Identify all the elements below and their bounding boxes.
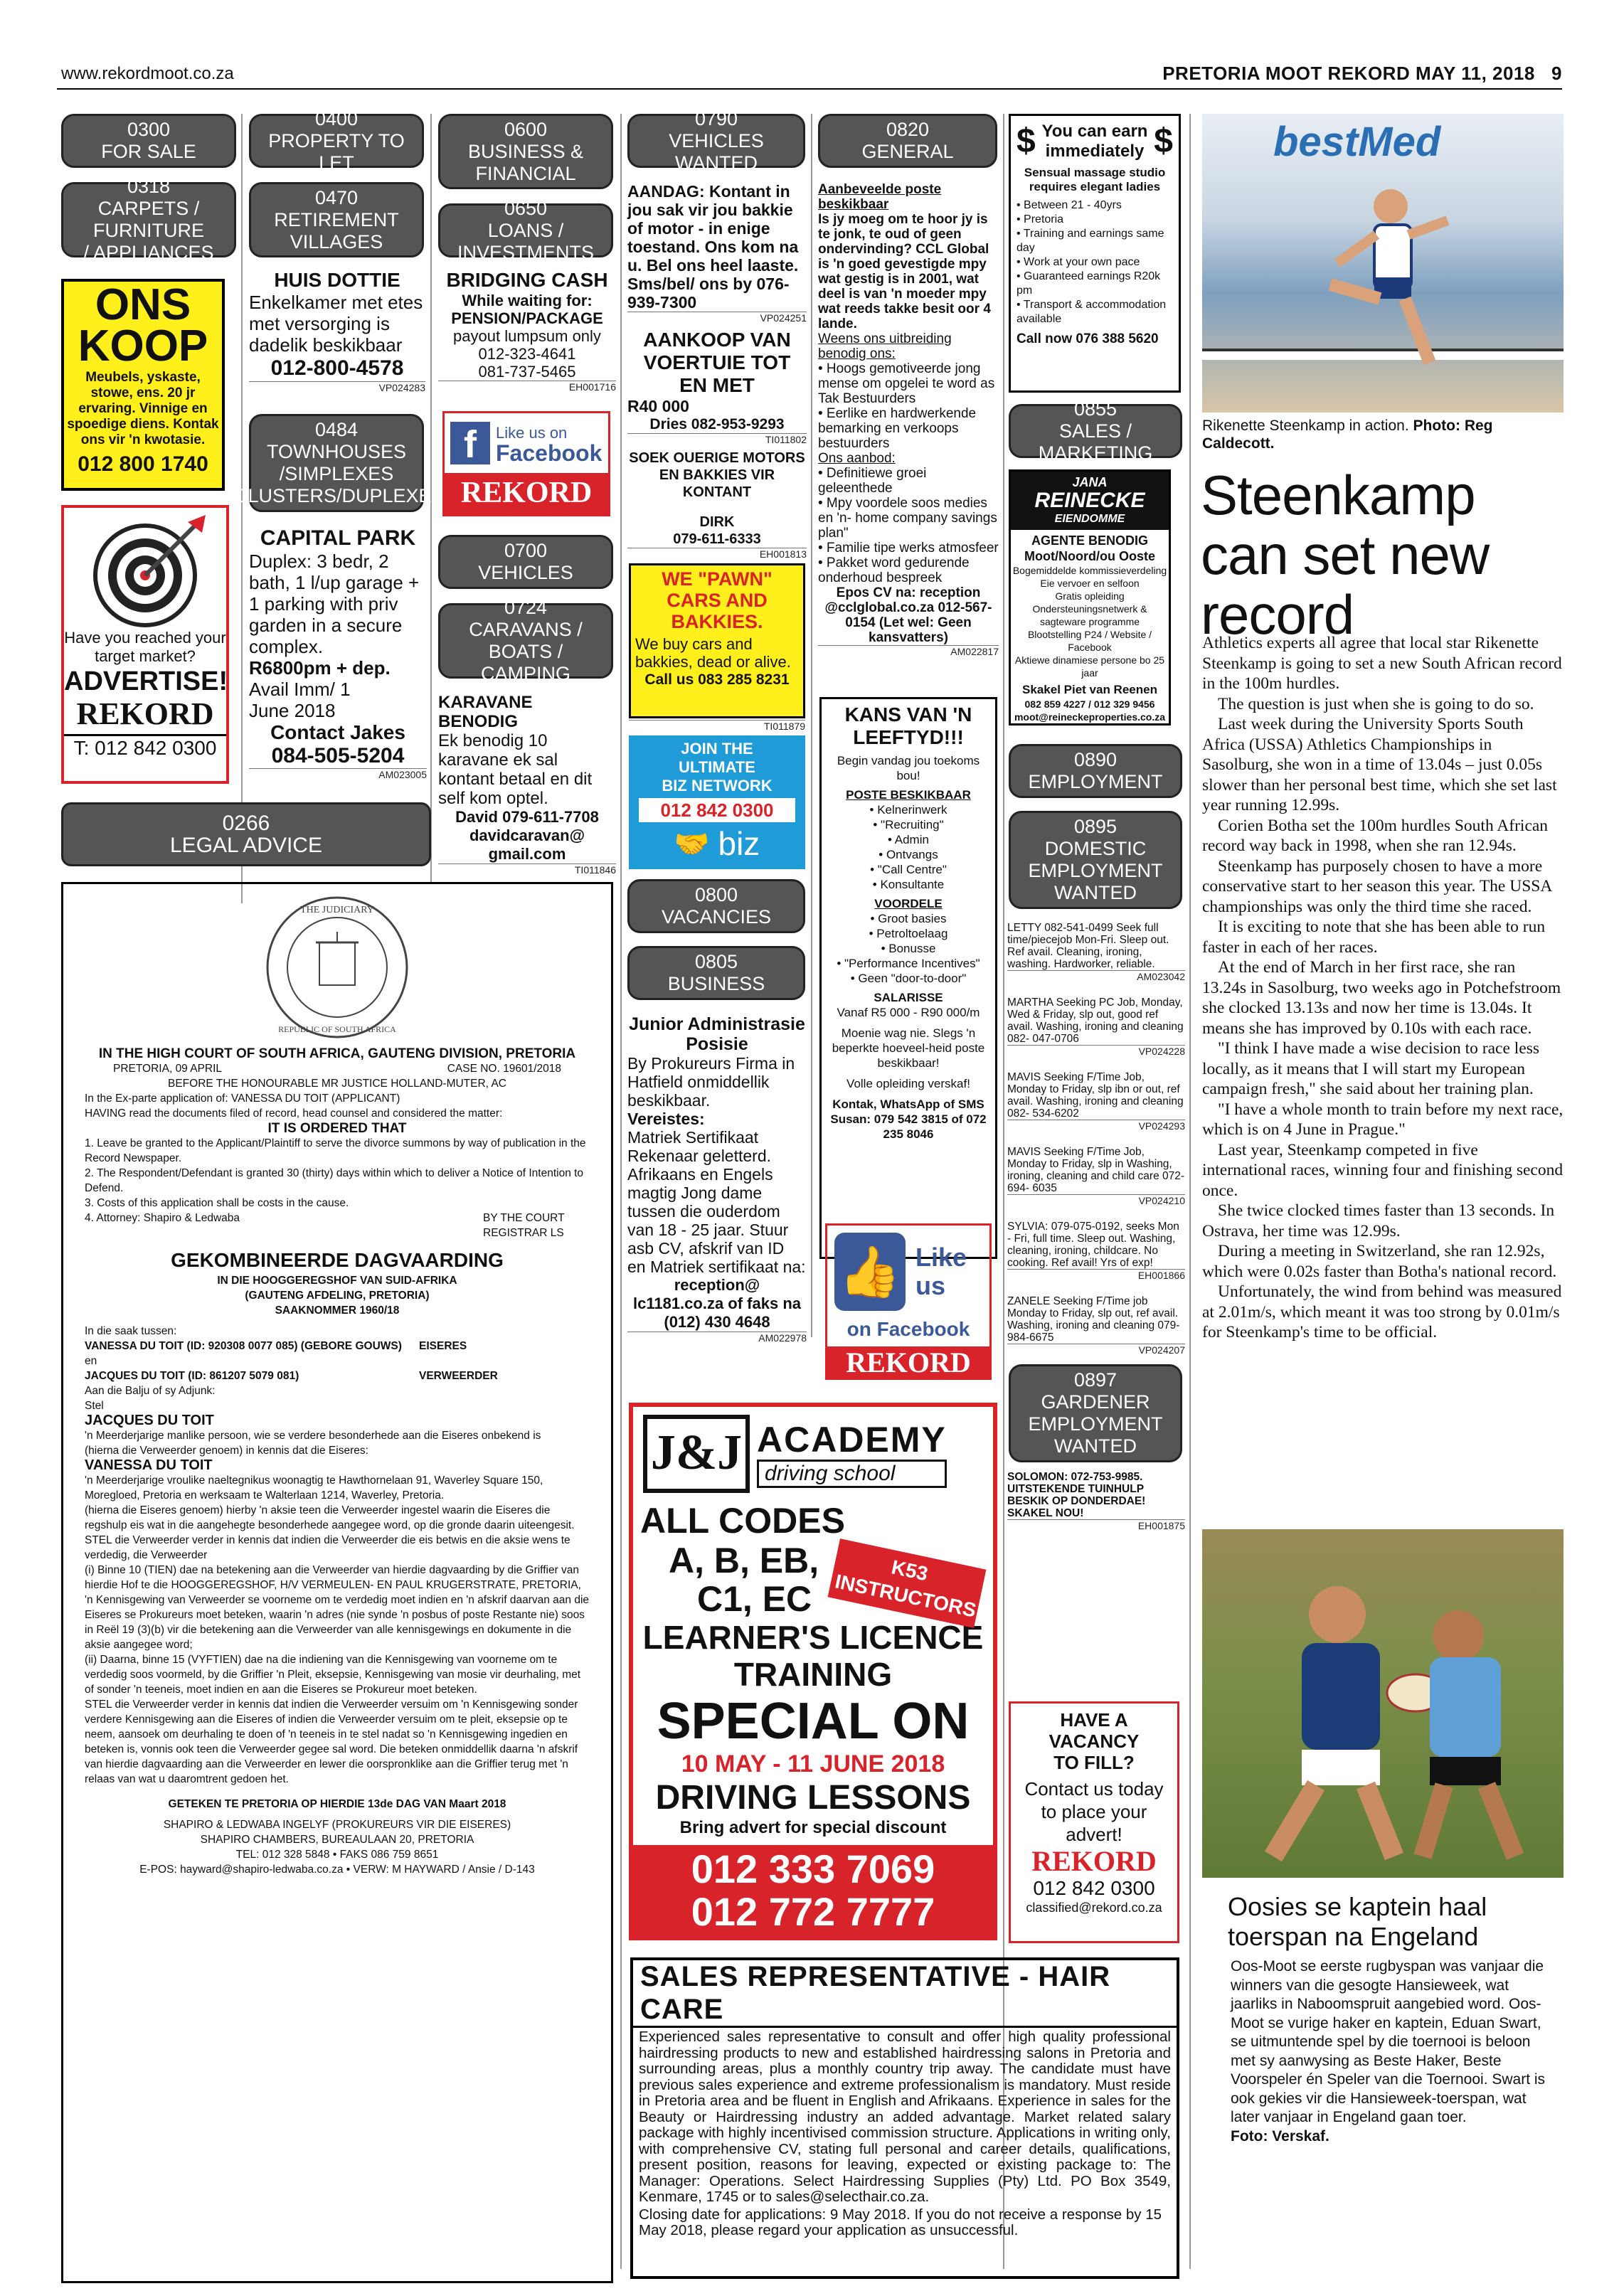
jj-driving: DRIVING LESSONS [655, 1779, 971, 1817]
kans-l1-5: • "Call Centre" [870, 863, 947, 876]
earn-item-1: • Between 21 - 40yrs [1016, 199, 1122, 211]
article-para: Last week during the University Sports South Africa (USSA) Athletics Championships in Sasolburg, she won in a time of 13.04s – just 0.05s slower than her personal best time, which she set last year running 12.99s. [1202, 715, 1557, 814]
jj-codes-2: A, B, EB, [669, 1541, 819, 1580]
domestic-item: MAVIS Seeking F/Time Job, Monday to Friday, slp ibn or out, ref avail. Washing, ironing and cleaning 082- 534-6202 VP024293 [1007, 1071, 1185, 1132]
facebook-row [445, 413, 608, 473]
svg-text:THE JUDICIARY: THE JUDICIARY [300, 905, 374, 915]
legal-hof: IN DIE HOOGGEREGSHOF VAN SUID-AFRIKA [217, 1275, 457, 1287]
category-0820[interactable]: 0820 GENERAL [818, 114, 997, 168]
article-para: Corien Botha set the 100m hurdles South African record way back in 1998, when she ran 12.94s. [1202, 816, 1549, 855]
biz-phone: 012 842 0300 [639, 798, 795, 822]
legal-notice [61, 882, 613, 2283]
category-0300[interactable]: 0300 FOR SALE [61, 114, 236, 168]
huis-dottie-title: HUIS DOTTIE [274, 269, 400, 291]
reinecke-email[interactable]: moot@reineckeproperties.co.za [1014, 711, 1166, 723]
ccl-item-2: • Eerlike en hardwerkende bemarking en verkoops bestuurders [818, 406, 977, 451]
sales-rep-closing: Closing date for applications: 9 May 2018. If you do not receive a response by 15 May 2018, please regard your application as unsuccessful. [639, 2206, 1162, 2238]
capital-park-avail: Avail Imm/ 1 June 2018 [249, 679, 351, 721]
ons-koop-title-2: KOOP [78, 321, 208, 371]
article-para: "I have a whole month to train before my next race, which is on 4 June in Prague." [1202, 1100, 1564, 1139]
jj-phone-2[interactable]: 012 772 7777 [691, 1889, 935, 1934]
bridging-phone-2[interactable]: 081-737-5465 [478, 363, 576, 381]
domestic-item: MARTHA Seeking PC Job, Monday, Wed & Friday, slp out, good ref avail. Washing, ironing and cleaning 082- 047-0706 VP024228 [1007, 996, 1185, 1057]
bridging-phone-1[interactable]: 012-323-4641 [478, 345, 576, 363]
article-para: It is exciting to note that she has been able to run faster in each of her races. [1202, 918, 1546, 957]
jj-phones[interactable] [633, 1845, 993, 1936]
gardener-text: SOLOMON: 072-753-9985. UITSTEKENDE TUINHULP BESKIK OP DONDERDAE! SKAKEL NOU! [1007, 1471, 1146, 1519]
bridging-l1: While waiting for: [462, 292, 593, 309]
bridging-l2: PENSION/PACKAGE [451, 309, 603, 327]
legal-p1: 'n Meerderjarige manlike persoon, wie se verdere besonderhede aan die Eiseres onbekend is [85, 1430, 541, 1442]
kans-h2: VOORDELE [874, 897, 943, 910]
reinecke-item-2: Eie vervoer en selfoon [1040, 578, 1140, 589]
kans-l2-1: • Groot basies [870, 912, 947, 925]
domestic-item: MAVIS Seeking F/Time Job, Monday to Friday, slp in Washing, ironing, cleaning and child care 072-694- 6035 VP024210 [1007, 1146, 1185, 1206]
legal-date: PRETORIA, 09 APRIL [113, 1063, 223, 1075]
col-divider [811, 114, 812, 1337]
sales-rep-body: Experienced sales representative to consult and offer high quality professional hairdressing products to new and established hairdressing salons in Pretoria and surrounding areas, plus a monthly country trip away. The candidate must have previous sales experience and extreme professionalism is mandatory. Must reside in Pretoria area and be fluent in English and Afrikaans. Experience in sales for the Beauty or Hairdressing industry an added advantage. Market related salary package with highly incentivised commission structure. Applications in writing only, with comprehensive CV, stating full personal and career details, qualifications, present position, reasons for leaving, expected or existing package to: The Manager: Operations. Select Hairdressing Supplies (Pty) Ltd. PO Box 3549, Kenmare, 1745 or to sales@selecthair.co.za. [633, 2026, 1177, 2207]
jj-brand-name: ACADEMY [757, 1420, 947, 1460]
category-0266[interactable]: 0266 LEGAL ADVICE [61, 802, 431, 866]
vacancy-ad [1009, 1701, 1179, 1943]
legal-date-row [85, 1061, 590, 1076]
soek-title: SOEK OUERIGE MOTORS EN BAKKIES VIR KONTANT [629, 450, 805, 500]
category-0805[interactable]: 0805 BUSINESS [627, 946, 805, 1000]
rugby-players-icon [1231, 1551, 1544, 1864]
category-0600[interactable]: 0600 BUSINESS & FINANCIAL [438, 114, 613, 189]
bridging-l3: payout lumpsum only [453, 327, 601, 345]
legal-exparte: In the Ex-parte application of: VANESSA DU TOIT (APPLICANT) [85, 1093, 400, 1105]
legal-firm: SHAPIRO & LEDWABA INGELYF (PROKUREURS VIR DIE EISERES) [163, 1819, 511, 1831]
legal-order-4: 4. Attorney: Shapiro & Ledwaba [85, 1212, 240, 1224]
category-0484[interactable]: 0484 TOWNHOUSES /SIMPLEXES /CLUSTERS/DUPLEXES [249, 414, 424, 512]
gardener-item [1007, 1471, 1185, 1531]
category-0890[interactable]: 0890 EMPLOYMENT [1009, 744, 1182, 798]
legal-tussen: In die saak tussen: [85, 1325, 177, 1337]
biz-l2: ULTIMATE [679, 758, 755, 776]
sales-rep-title: SALES REPRESENTATIVE - HAIR CARE [640, 1961, 1111, 2025]
earn-item-2: • Pretoria [1016, 213, 1064, 225]
facebook-text [496, 423, 603, 466]
earn-ad [1009, 114, 1181, 393]
site-url[interactable]: www.rekordmoot.co.za [61, 64, 234, 83]
legal-order-1: 1. Leave be granted to the Applicant/Plaintiff to serve the divorce summons by way of publication in the Record Newspaper. [85, 1137, 586, 1164]
domestic-item: ZANELE Seeking F/Time job Monday to Friday, slp out, ref avail. Washing, ironing and cleaning 079-984-6675 VP024207 [1007, 1295, 1185, 1356]
kans-ad [819, 697, 997, 1259]
biz-logo-row [633, 825, 801, 862]
ccl-global-ad [818, 182, 999, 657]
rugby-photo [1202, 1529, 1564, 1878]
vacancy-t2: TO FILL? [1053, 1752, 1135, 1773]
dollar-icon: $ [1154, 122, 1173, 160]
judiciary-seal-icon [245, 893, 430, 1042]
legal-balju: Aan die Balju of sy Adjunk: [85, 1385, 216, 1397]
kans-kontak[interactable]: Kontak, WhatsApp of SMS Susan: 079 542 3815 of 072 235 8046 [830, 1097, 987, 1141]
ad-ref: VP024251 [627, 312, 807, 324]
biz-l1: JOIN THE [681, 740, 753, 758]
photo-caption [1202, 417, 1564, 452]
category-0855[interactable]: 0855 SALES / MARKETING [1009, 404, 1182, 458]
soek-ad [627, 450, 807, 560]
like-facebook-ad[interactable] [825, 1223, 992, 1380]
legal-p3: 'n Meerderjarige vroulike naeltegnikus woonagtig te Hawthornelaan 91, Waverley Square 150, Moregloed, Pretoria en werksaam te Walterlaan 1214, Waverley, Pretoria. [85, 1474, 543, 1502]
legal-having: HAVING read the documents filed of record, head counsel and considered the matter: [85, 1107, 503, 1120]
junior-title: Junior Administrasie Posisie [629, 1014, 805, 1054]
article-para: The question is just when she is going to do so. [1218, 694, 1534, 713]
legal-before: BEFORE THE HONOURABLE MR JUSTICE HOLLAND-MUTER, AC [168, 1078, 506, 1090]
pawn-call[interactable]: Call us 083 285 8231 [644, 671, 790, 688]
kans-l2-4: • "Performance Incentives" [837, 957, 980, 970]
rekord-logo: REKORD [76, 696, 214, 731]
facebook-like: Like us on [496, 424, 568, 442]
article-para: Unfortunately, the wind from behind was measured at 2.01m/s, which meant it was too strong by 0.01m/s for Steenkamp's time to be official. [1202, 1282, 1562, 1341]
ccl-item-3: • Definitiewe groei geleenthede [818, 466, 927, 496]
ad-ref: AM022978 [627, 1332, 807, 1344]
kans-l1-4: • Ontvangs [878, 848, 938, 861]
article-para: During a meeting in Switzerland, she ran 12.92s, which were 0.02s faster than Botha's national record. [1202, 1242, 1557, 1281]
ccl-item-6: • Pakket word gedurende onderhoud bespreek [818, 556, 970, 585]
category-0800[interactable]: 0800 VACANCIES [627, 879, 805, 933]
advertise-ad [61, 505, 229, 784]
legal-verweerder-row [85, 1368, 590, 1383]
ad-ref: EH001716 [438, 381, 616, 393]
kans-title: KANS VAN 'N LEEFTYD!!! [844, 703, 972, 748]
ons-koop-phone[interactable]: 012 800 1740 [78, 452, 208, 476]
ad-ref: TI011879 [629, 720, 805, 732]
pawn-ad [629, 563, 805, 718]
rugby-credit: Foto: Verskaf. [1231, 2127, 1329, 2144]
reinecke-role: AGENTE BENODIG [1031, 533, 1148, 548]
reinecke-name: REINECKE [1034, 489, 1145, 512]
legal-p8: STEL die Verweerder verder in kennis dat indien die Verweerder versuim om 'n Kennisgewing sonder verdere Kennisgewing aan die Eiseres of indien die Verweerder versuim om te pleit, eksepsie op te neem, aansoek om deurhaling te doen of 'n teeneis in te stel nadat so 'n Kennisgewing ingedien en beteken is, vonnis ook teen die Verweerder gegee sal word. Die beteken onmiddellik daarna 'n afskrif van hierdie dagvaarding aan die Verweerder en lewer die oorspronklike aan die Griffier terug met 'n relaas van wat u daaromtrent gedoen het. [85, 1699, 578, 1785]
earn-item-3: • Training and earnings same day [1016, 228, 1164, 254]
aankoop-title: AANKOOP VAN VOERTUIE TOT EN MET [643, 329, 791, 396]
karavane-contact[interactable]: David 079-611-7708 davidcaravan@ gmail.com [455, 808, 599, 863]
legal-gekomb: GEKOMBINEERDE DAGVAARDING [171, 1249, 504, 1271]
ad-ref: TI011802 [627, 433, 807, 445]
earn-item-4: • Work at your own pace [1016, 256, 1140, 268]
reinecke-jana: JANA [1072, 475, 1108, 489]
col-divider [620, 114, 622, 2269]
us-word: us [915, 1271, 946, 1300]
caption-credit: Photo: Reg Caldecott. [1202, 418, 1493, 452]
capital-park-contact: Contact Jakes [270, 721, 405, 743]
page-header-title [1162, 63, 1562, 85]
bridging-title: BRIDGING CASH [446, 269, 608, 291]
like-word: Like [915, 1243, 967, 1272]
article-para: She twice clocked times faster than 13 seconds. In Ostrava, her time was 12.99s. [1202, 1201, 1555, 1240]
vacancy-phone[interactable]: 012 842 0300 [1033, 1877, 1155, 1899]
soek-phone[interactable]: 079-611-6333 [673, 531, 761, 547]
advertise-question: Have you reached your target market? [64, 629, 226, 665]
legal-verweerder: JACQUES DU TOIT (ID: 861207 5079 081) [85, 1370, 299, 1382]
ccl-h3: Ons aanbod: [818, 451, 896, 466]
kans-l1-3: • Admin [888, 833, 929, 846]
reinecke-item-3: Gratis opleiding [1055, 590, 1125, 602]
capital-park-phone[interactable]: 084-505-5204 [271, 744, 405, 767]
col-divider [241, 114, 243, 903]
legal-en: en [85, 1355, 97, 1367]
page-number: 9 [1551, 63, 1562, 84]
ad-ref: AM023005 [249, 768, 427, 780]
huis-dottie-body: Enkelkamer met etes met versorging is dadelik beskikbaar [249, 292, 423, 356]
category-0895[interactable]: 0895 DOMESTIC EMPLOYMENT WANTED [1009, 811, 1182, 909]
paper-title: PRETORIA MOOT REKORD MAY 11, 2018 [1162, 63, 1535, 84]
col-divider [1189, 114, 1191, 2269]
legal-ordered: IT IS ORDERED THAT [267, 1121, 407, 1136]
kans-volle: Volle opleiding verskaf! [846, 1077, 970, 1090]
kans-moenie: Moenie wag nie. Slegs 'n beperkte hoeveel-heid poste beskikbaar! [832, 1026, 985, 1070]
reinecke-eiendomme: EIENDOMME [1054, 513, 1125, 525]
reinecke-item-5: Blootstelling P24 / Website / Facebook [1027, 629, 1152, 653]
legal-afd: (GAUTENG AFDELING, PRETORIA) [245, 1290, 430, 1302]
junior-email[interactable]: reception@ lc1181.co.za of faks na (012) 430 4648 [632, 1276, 802, 1331]
advertise-phone[interactable]: T: 012 842 0300 [64, 734, 226, 760]
kans-l2-3: • Bonusse [881, 942, 936, 955]
legal-stel: Stel [85, 1400, 104, 1412]
like-text [915, 1243, 967, 1300]
earn-title: You can earn immediately [1041, 122, 1148, 161]
ad-ref: VP024283 [249, 381, 425, 393]
reinecke-area: Moot/Noord/ou Ooste [1024, 549, 1155, 563]
category-0700[interactable]: 0700 VEHICLES [438, 535, 613, 589]
kans-sub: Begin vandag jou toekoms bou! [837, 754, 980, 782]
category-0470[interactable]: 0470 RETIREMENT VILLAGES [249, 182, 424, 257]
legal-verweerder-label: VERWEERDER [419, 1370, 498, 1382]
legal-order-3: 3. Costs of this application shall be costs in the cause. [85, 1197, 349, 1209]
jj-bring: Bring advert for special discount [679, 1818, 947, 1837]
junior-req: Vereistes: [627, 1110, 705, 1128]
legal-jacques: JACQUES DU TOIT [85, 1413, 214, 1428]
ad-ref: EH001875 [1007, 1519, 1185, 1531]
soek-dirk: DIRK [699, 514, 735, 530]
legal-case: CASE NO. 19601/2018 [447, 1063, 561, 1075]
kans-l1-2: • "Recruiting" [873, 818, 944, 831]
legal-order-4-row [85, 1211, 590, 1240]
kans-l2-2: • Petroltoelaag [869, 927, 948, 940]
legal-order-2: 2. The Respondent/Defendant is granted 30 (thirty) days within which to deliver a Notice of Intention to Defend. [85, 1167, 584, 1194]
jj-academy-ad [629, 1403, 997, 1940]
biz-l3: BIZ NETWORK [662, 777, 773, 794]
legal-eiseres: VANESSA DU TOIT (ID: 920308 0077 085) (GEBORE GOUWS) [85, 1340, 402, 1352]
kans-l1-6: • Konsultante [872, 878, 945, 891]
on-facebook: on Facebook [846, 1318, 970, 1340]
article-para: Steenkamp has purposely chosen to have a more conservative start to her season this year. The USSA championships was only the third time she raced. [1202, 856, 1552, 916]
legal-p2: (hierna die Verweerder genoem) in kennis dat die Eiseres: [85, 1445, 368, 1457]
article-para: Athletics experts all agree that local star Rikenette Steenkamp is going to set a new South African record in the 100m hurdles. [1202, 634, 1562, 693]
karavane-body: Ek benodig 10 karavane ek sal kontant betaal en dit self kom optel. [438, 731, 593, 808]
facebook-icon: f [450, 422, 490, 464]
advertise-title: ADVERTISE! [64, 666, 228, 696]
earn-call[interactable]: Call now 076 388 5620 [1016, 331, 1159, 346]
legal-p4: (hierna die Eiseres genoem) hierby 'n aksie teen die Verweerder ingestel waarin die Eiseres die regshulp eis wat in die aangeheg​te besonderhede aangegee word, op die gronde daarin uiteengesit. [85, 1504, 575, 1531]
handshake-icon: 🤝 [674, 828, 710, 860]
kans-h1: POSTE BESKIKBAAR [846, 788, 971, 802]
ccl-h2: Weens ons uitbreiding benodig ons: [818, 331, 952, 361]
reinecke-item-1: Bogemiddelde kommissieverdeling [1012, 565, 1167, 576]
ccl-epos[interactable]: Epos CV na: reception @cclglobal.co.za 012-567-0154 (Let wel: Geen kansvatters) [824, 585, 992, 645]
legal-epos[interactable]: E-POS: hayward@shapiro-ledwaba.co.za • VERW: M HAYWARD / Ansie / D-143 [139, 1864, 535, 1876]
category-0650[interactable]: 0650 LOANS / INVESTMENTS [438, 203, 613, 257]
jj-codes-3: C1, EC [697, 1579, 812, 1619]
reinecke-ad [1009, 469, 1171, 726]
col-divider [1003, 114, 1004, 2269]
jj-dates: 10 MAY - 11 JUNE 2018 [681, 1750, 945, 1777]
junior-admin-ad [627, 1014, 807, 1344]
kans-l2-5: • Geen "door-to-door" [850, 972, 967, 985]
category-0318[interactable]: 0318 CARPETS / FURNITURE / APPLIANCES [61, 182, 236, 257]
jj-training: TRAINING [733, 1656, 893, 1693]
legal-tel: TEL: 012 328 5848 • FAKS 086 759 8651 [235, 1849, 439, 1861]
aandag-ad [627, 182, 807, 324]
caption-text: Rikenette Steenkamp in action. [1202, 418, 1409, 434]
ccl-item-4: • Mpy voordele soos medies en 'n- home company savings plan" [818, 496, 997, 541]
aandag-body: AANDAG: Kontant in jou sak vir jou bakkie of motor - in enige toestand. Ons kom na u. Bel ons heel laaste. Sms/bel/ ons by 076-939-7300 [627, 182, 799, 312]
dartboard-icon [81, 515, 209, 629]
category-0897[interactable]: 0897 GARDENER EMPLOYMENT WANTED [1009, 1364, 1182, 1462]
article-para: "I think I have made a wise decision to race less locally, as it means that I will start my European campaign fresh," she said about her training plan. [1202, 1039, 1540, 1098]
domestic-item: LETTY 082-541-0499 Seek full time/piecejob Mon-Fri. Sleep out. Ref avail. Cleaning, ironing, washing. Hardworker, reliable. AM023042 [1007, 922, 1185, 982]
article-para: Last year, Steenkamp competed in five international races, winning four and finishing second once. [1202, 1140, 1564, 1200]
jj-phone-1[interactable]: 012 333 7069 [691, 1846, 935, 1891]
category-0724[interactable]: 0724 CARAVANS / BOATS / CAMPING [438, 603, 613, 679]
aankoop-amount: R40 000 [627, 397, 689, 415]
capital-park-ad [249, 526, 427, 780]
facebook-rekord-ad[interactable] [442, 411, 610, 516]
legal-geteken: GETEKEN TE PRETORIA OP HIERDIE 13de DAG VAN Maart 2018 [168, 1798, 506, 1810]
huis-dottie-ad [249, 269, 425, 393]
ccl-item-5: • Familie tipe werks atmosfeer [818, 541, 999, 556]
junior-body: By Prokureurs Firma in Hatfield onmiddellik beskikbaar. [627, 1054, 795, 1110]
biz-network-ad[interactable] [629, 735, 805, 869]
huis-dottie-phone[interactable]: 012-800-4578 [270, 356, 404, 380]
thumbs-up-icon: 👍 [834, 1233, 906, 1311]
jj-k53-badge: K53 INSTRUCTORS [828, 1538, 987, 1628]
ad-ref: EH001813 [627, 548, 807, 560]
reinecke-item-4: Ondersteuningsnetwerk & sagteware programme [1032, 603, 1147, 627]
ad-ref: TI011846 [438, 863, 616, 876]
svg-text:REPUBLIC OF SOUTH AFRICA: REPUBLIC OF SOUTH AFRICA [278, 1024, 396, 1034]
hurdles-photo [1202, 114, 1564, 413]
ad-ref: AM022817 [818, 645, 999, 657]
athlete-figure-icon [1323, 178, 1465, 391]
vacancy-t3: Contact us today to place your advert! [1024, 1778, 1164, 1845]
jj-brand-sub: driving school [757, 1460, 947, 1488]
category-0790[interactable]: 0790 VEHICLES WANTED [627, 114, 805, 168]
legal-p6: (i) Binne 10 (TIEN) dae na betekening aan die Verweerder van hierdie dagvaarding by die Griffier van hierdie Hof te die HOOGGEREGSHOF, H/V VERMEULEN- EN PAUL KRUGERSTRATE, PRETORIA, 'n Kennisgewing van Verweerder se voorneme om te verdedig moet indien en 'n afskrif daarvan aan die Eiseres se Prokureurs moet beteken, waarin 'n adres (nie synde 'n posbus of poste Restante nie) soos in Reël 19 (3)(b) vir die betekening aan die Verweerder van alle kennisgewings en dokumente in die aksie aangegee word; [85, 1564, 590, 1651]
legal-p7: (ii) Daarna, binne 15 (VYFTIEN) dae na die indiening van die Kennisgewing van voorneme om te verdedig soos voormeld, by die Griffier 'n Pleit, eksepsie, Kennisgewing van mosie vir deurhaling, met of sonder 'n teeneis, moet indien en aan die Eiseres se Prokureur moet beteken. [85, 1654, 581, 1696]
kans-sal: Vanaf R5 000 - R90 000/m [837, 1006, 980, 1019]
jj-special: SPECIAL ON [657, 1693, 970, 1750]
karavane-title: KARAVANE BENODIG [438, 693, 533, 731]
aankoop-dries[interactable]: Dries 082-953-9293 [649, 416, 785, 432]
capital-park-title: CAPITAL PARK [260, 526, 416, 550]
biz-word: biz [718, 825, 760, 862]
karavane-ad [438, 693, 616, 876]
aankoop-ad [627, 329, 807, 445]
jj-logo-row [633, 1407, 993, 1501]
header-rule [57, 88, 1562, 90]
reinecke-logo [1011, 472, 1169, 530]
jj-codes: ALL CODES [640, 1501, 845, 1541]
dollar-icon: $ [1016, 122, 1036, 160]
legal-court: IN THE HIGH COURT OF SOUTH AFRICA, GAUTENG DIVISION, PRETORIA [98, 1046, 576, 1061]
legal-bycourt: BY THE COURT REGISTRAR LS [483, 1212, 565, 1239]
jj-brand [757, 1420, 947, 1488]
article-body [1202, 633, 1564, 1343]
ons-koop-title-1: ONS [95, 280, 191, 329]
legal-saak: SAAKNOMMER 1960/18 [275, 1304, 400, 1317]
jj-learner: LEARNER'S LICENCE [642, 1619, 984, 1656]
rekord-logo: REKORD [445, 473, 608, 514]
rugby-body-text: Oos-Moot se eerste rugbyspan was vanjaar die winners van die gesogte Hansieweek, wat jaarliks in Naboomspruit aangebied word. Oos-Moot se vurige haker en kaptein, Eduan Swart, se uitmuntende spel by die toernooi is beloon met sy aanwysing as Beste Haker, Beste Voorspeler én Speler van die Toernooi. Swart is ook gekies vir die Hansieweek-toerspan, wat later vanjaar in Engeland gaan toer. [1231, 1958, 1546, 2125]
article-headline: Steenkamp can set new record [1201, 464, 1490, 646]
ons-koop-body: Meubels, yskaste, stowe, ens. 20 jr ervaring. Vinnige en spoedige diens. Kontak ons vir 'n kwotasie. [67, 370, 219, 447]
facebook-word: Facebook [496, 440, 603, 466]
pawn-title: WE "PAWN" CARS AND BAKKIES. [662, 568, 773, 632]
domestic-list [1007, 922, 1185, 1356]
capital-park-body: Duplex: 3 bedr, 2 bath, 1 l/up garage + 1 parking with priv garden in a secure complex. [249, 551, 420, 657]
photo-banner-text: bestMed [1273, 119, 1441, 165]
domestic-item: SYLVIA: 079-075-0192, seeks Mon - Fri, full time. Sleep out. Washing, cleaning, ironing, childcare. No cooking. Ref avail! Yrs of exp! EH001866 [1007, 1221, 1185, 1281]
vacancy-t1: HAVE A VACANCY [1049, 1709, 1140, 1752]
category-0400[interactable]: 0400 PROPERTY TO LET [249, 114, 424, 168]
earn-title-row [1016, 122, 1173, 161]
reinecke-phones[interactable]: 082 859 4227 / 012 329 9456 [1024, 698, 1155, 710]
legal-eiseres-row [85, 1339, 590, 1354]
rekord-logo: REKORD [1031, 1845, 1157, 1877]
ccl-body: Is jy moeg om te hoor jy is te jonk, te oud of geen ondervinding? CCL Global is 'n goed gevestigde mpy wat gestig is in 2001, wat deel is van 'n moeder mpy wat reeds takke besit oor 4 lande. [818, 212, 991, 331]
vacancy-email[interactable]: classified@rekord.co.za [1026, 1901, 1162, 1915]
sales-rep-ad [630, 1957, 1179, 2279]
rugby-body [1231, 1957, 1555, 2146]
earn-item-6: • Transport & accommodation available [1016, 299, 1167, 325]
junior-reqs: Matriek Sertifikaat Rekenaar geletterd. Afrikaans en Engels magtig Jong dame tussen die ouderdom van 18 - 25 jaar. Stuur asb CV, afskrif van ID en Matriek sertifikaat na: [627, 1128, 806, 1276]
pawn-body: We buy cars and bakkies, dead or alive. [635, 635, 791, 671]
article-para: At the end of March in her first race, she ran 13.24s in Sasolburg, two weeks ago in Potchefstroom she clocked 13.13s and now her time is 13.04s. It means she has improved by 0.10s with each race. [1202, 958, 1561, 1038]
ons-koop-ad [61, 279, 225, 491]
legal-vanessa: VANESSA DU TOIT [85, 1457, 213, 1473]
capital-park-price: R6800pm + dep. [249, 657, 391, 679]
bridging-cash-ad [438, 269, 616, 393]
kans-h3: SALARISSE [874, 991, 943, 1004]
like-row [827, 1226, 989, 1318]
rugby-headline: Oosies se kaptein haal toerspan na Engeland [1228, 1892, 1487, 1951]
legal-chambers: SHAPIRO CHAMBERS, BUREAULAAN 20, PRETORIA [200, 1834, 474, 1846]
legal-p5: STEL die Verweerder verder in kennis dat indien die Verweerder die eis betwis en die aksie wens te verdedig, die Verweerder [85, 1534, 570, 1561]
earn-sub: Sensual massage studio requires elegant ladies [1024, 166, 1166, 193]
reinecke-item-6: Aktiewe dinamiese persone bo 25 jaar [1014, 654, 1165, 679]
kans-l1-1: • Kelnerinwerk [869, 803, 947, 817]
reinecke-skakel: Skakel Piet van Reenen [1022, 683, 1157, 696]
earn-item-5: • Guaranteed earnings R20k pm [1016, 270, 1161, 297]
jj-logo-icon: J&J [643, 1415, 750, 1493]
jj-codes-row [633, 1541, 993, 1622]
legal-eiseres-label: EISERES [419, 1340, 467, 1352]
ccl-item-1: • Hoogs gemotiveerde jong mense om opgelei te word as Tak Bestuurders [818, 361, 995, 406]
rekord-logo: REKORD [827, 1346, 989, 1379]
ccl-h1: Aanbeveelde poste beskikbaar [818, 182, 942, 212]
